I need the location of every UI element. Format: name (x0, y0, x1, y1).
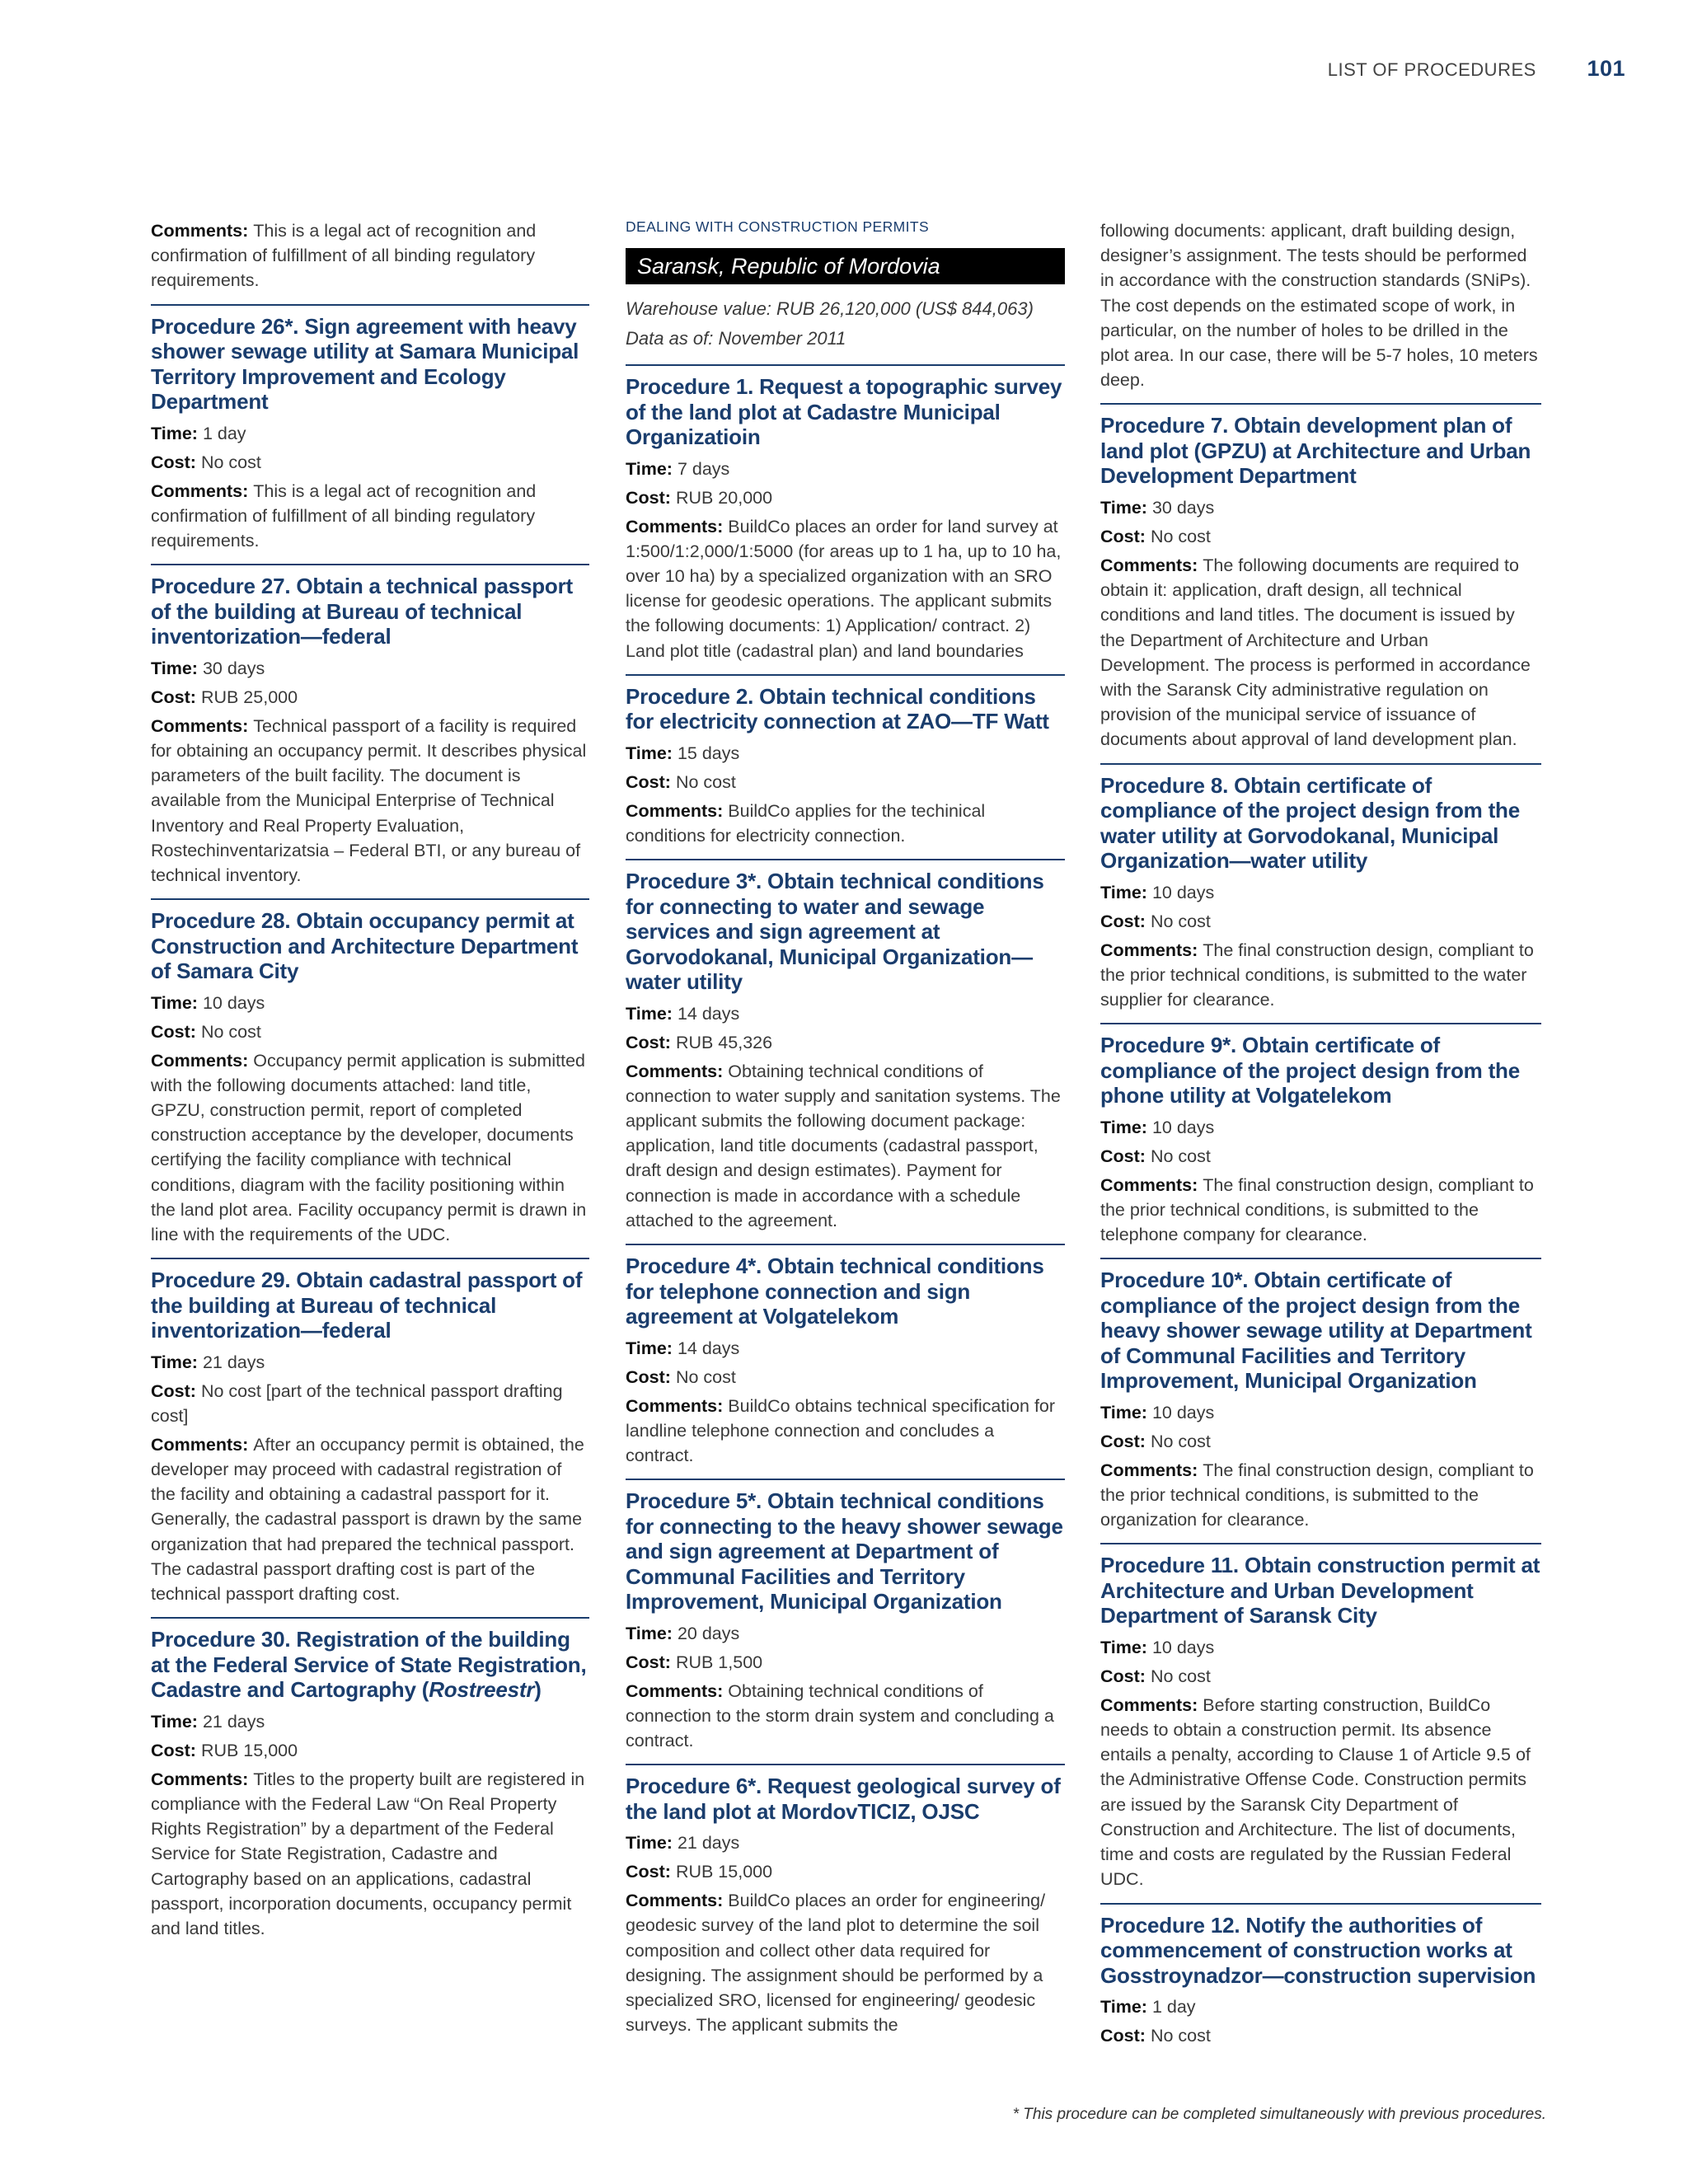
procedure-time: Time: 14 days (626, 1003, 740, 1024)
procedure-comments: Comments: Before starting construction, BuildCo needs to obtain a construction permit. Its absence entails a penalty, according to Clause 1 of Article 9.5 of the Administrative Offense Code. Construction permits are issued by the Saransk City Department of Construction and Architecture. The list of documents, time and costs are regulated by the Russian Federal UDC. (1100, 1694, 1531, 1890)
procedure-cost: Cost: RUB 15,000 (626, 1862, 773, 1882)
procedure-comments: Comments: Occupancy permit application is submitted with the following documents attached: land title, GPZU, construction permit, report of completed construction acceptance by the developer, documents certifying the facility compliance with technical conditions, diagram with the facility positioning within the land plot area. Facility occupancy permit is drawn in line with the requirements of the UDC. (151, 1050, 587, 1245)
economy-meta (626, 294, 1065, 354)
procedure-comments: Comments: BuildCo obtains technical specification for landline telephone connection and concludes a contract. (626, 1395, 1056, 1465)
procedure-comments: Comments: BuildCo places an order for land survey at 1:500/1:2,000/1:5000 (for areas up to 1 ha, up to 10 ha, over 10 ha) by a specialized organization with an SRO license for geodesic operations. The applicant submits the following documents: 1) Application/ contract. 2) Land plot title (cadastral plan) and land boundaries (626, 516, 1062, 661)
procedure-comments: Comments: The final construction design, compliant to the prior technical conditions, is submitted to the organization for clearance. (1100, 1460, 1534, 1530)
procedure-cost: Cost: No cost (1100, 911, 1211, 931)
procedure-time: Time: 10 days (1100, 882, 1215, 902)
procedure-cost: Cost: No cost (626, 1366, 736, 1387)
procedure-7 (1100, 403, 1541, 752)
procedure-time: Time: 30 days (1100, 497, 1215, 518)
procedure-title: Procedure 29. Obtain cadastral passport of the building at Bureau of technical inventorization—federal (151, 1268, 583, 1343)
procedure-comments: Comments: Obtaining technical conditions of connection to the storm drain system and concluding a contract. (626, 1680, 1054, 1751)
warehouse-value: Warehouse value: RUB 26,120,000 (US$ 844,063) (626, 298, 1034, 319)
procedure-cost: Cost: No cost (1100, 2026, 1211, 2046)
procedure-cost: Cost: No cost (1100, 1146, 1211, 1166)
procedure-time: Time: 1 day (151, 423, 246, 443)
procedure-comments: Comments: Titles to the property built are registered in compliance with the Federal Law “On Real Property Rights Registration” by a department of the Federal Service for State Registration, Cadastre and Cartography based on an applications, cadastral passport, incorporation documents, occupancy permit and land titles. (151, 1769, 585, 1938)
column-1 (151, 218, 589, 1941)
procedure-title: Procedure 27. Obtain a technical passport of the building at Bureau of technical inventorization—federal (151, 574, 573, 649)
procedure-comments: Comments: The final construction design, compliant to the prior technical conditions, is submitted to the telephone company for clearance. (1100, 1174, 1534, 1245)
procedure-comments: Comments: BuildCo applies for the techinical conditions for electricity connection. (626, 800, 986, 846)
procedure-cost: Cost: No cost (1100, 1431, 1211, 1451)
procedure-time: Time: 30 days (151, 658, 265, 678)
procedure-comments: Comments: The following documents are required to obtain it: application, draft design, all technical conditions and land titles. The document is issued by the Department of Architecture and Urban Development. The process is performed in accordance with the Saransk City administrative regulation on provision of the municipal service of issuance of documents about approval of land development plan. (1100, 555, 1531, 750)
footnote: * This procedure can be completed simultaneously with previous procedures. (1012, 2106, 1546, 2123)
procedure-cost: Cost: No cost (151, 1021, 261, 1042)
procedure-cost: Cost: RUB 25,000 (151, 687, 298, 707)
section-label: DEALING WITH CONSTRUCTION PERMITS (626, 218, 930, 235)
procedure-6 (626, 1764, 1065, 2037)
section-title: LIST OF PROCEDURES (1327, 59, 1536, 80)
procedure-title: Procedure 10*. Obtain certificate of compliance of the project design from the heavy shower sewage utility at Department of Communal Facilities and Territory Improvement, Municipal Organization (1100, 1268, 1532, 1394)
procedure-cost: Cost: No cost (151, 452, 261, 472)
procedure-cost: Cost: No cost (1100, 1666, 1211, 1686)
procedure-title: Procedure 2. Obtain technical conditions for electricity connection at ZAO—TF Watt (626, 683, 1049, 734)
procedure-title: Procedure 8. Obtain certificate of compliance of the project design from the water utility at Gorvodokanal, Municipal Organization—water utility (1100, 772, 1520, 874)
procedure-time: Time: 10 days (1100, 1402, 1215, 1422)
procedure-title: Procedure 26*. Sign agreement with heavy shower sewage utility at Samara Municipal Territory Improvement and Ecology Department (151, 313, 579, 415)
procedure-12 (1100, 1903, 1541, 2049)
procedure-8 (1100, 763, 1541, 1013)
procedure-cost: Cost: RUB 20,000 (626, 487, 773, 508)
procedure-28 (151, 898, 589, 1247)
procedure-2 (626, 674, 1065, 848)
procedure-3 (626, 859, 1065, 1233)
procedure-time: Time: 21 days (626, 1833, 740, 1854)
procedure-cost: Cost: No cost (626, 771, 736, 792)
procedure-comments: Comments: Obtaining technical conditions of connection to water supply and sanitation systems. The applicant submits the following document package: application, land title documents (cadastral passport, draft design and design estimates). Payment for connection is made in accordance with a schedule attached to the agreement. (626, 1061, 1061, 1230)
procedure-time: Time: 1 day (1100, 1997, 1196, 2017)
procedure-10 (1100, 1258, 1541, 1532)
procedure-comments: Comments: Technical passport of a facility is required for obtaining an occupancy permit. It describes physical parameters of the built facility. The document is available from the Municipal Enterprise of Technical Inventory and Real Property Evaluation, Rostechinventarizatsia – Federal BTI, or any bureau of technical inventory. (151, 715, 587, 885)
procedure-5 (626, 1479, 1065, 1753)
procedure-cost: Cost: RUB 15,000 (151, 1740, 298, 1760)
procedure-title: Procedure 6*. Request geological survey of the land plot at MordovTICIZ, OJSC (626, 1774, 1061, 1824)
procedure-time: Time: 14 days (626, 1338, 740, 1358)
procedure-time: Time: 10 days (151, 992, 265, 1013)
procedure-time: Time: 10 days (1100, 1117, 1215, 1137)
procedure-1 (626, 364, 1065, 663)
procedure-29 (151, 1258, 589, 1606)
procedure-time: Time: 10 days (1100, 1637, 1215, 1657)
comments-continued: Comments: This is a legal act of recognition and confirmation of fulfillment of all binding regulatory requirements. (151, 221, 537, 291)
procedure-title: Procedure 4*. Obtain technical conditions for telephone connection and sign agreement at Volgatelekom (626, 1254, 1044, 1329)
procedure-26 (151, 304, 589, 554)
procedure-time: Time: 21 days (151, 1352, 265, 1372)
procedure-9 (1100, 1023, 1541, 1247)
procedure-time: Time: 15 days (626, 743, 740, 763)
city-banner: Saransk, Republic of Mordovia (626, 248, 1065, 284)
procedure-title: Procedure 1. Request a topographic survey of the land plot at Cadastre Municipal Organizatioin (626, 374, 1062, 449)
procedure-title: Procedure 11. Obtain construction permit at Architecture and Urban Development Department of Saransk City (1100, 1553, 1540, 1629)
procedure-comments: Comments: BuildCo places an order for engineering/ geodesic survey of the land plot to determine the soil composition and collect other data required for designing. The assignment should be performed by a specialized SRO, licensed for engineering/ geodesic surveys. The applicant submits the (626, 1891, 1046, 2036)
procedure-title: Procedure 12. Notify the authorities of commencement of construction works at Gosstroynadzor—construction supervision (1100, 1912, 1536, 1988)
procedure-title: Procedure 7. Obtain development plan of land plot (GPZU) at Architecture and Urban Development Department (1100, 413, 1531, 489)
procedure-cost: Cost: No cost (1100, 526, 1211, 546)
column-3 (1100, 218, 1541, 2048)
procedure-comments: Comments: The final construction design, compliant to the prior technical conditions, is submitted to the water supplier for clearance. (1100, 940, 1534, 1010)
procedure-time: Time: 20 days (626, 1623, 740, 1643)
procedure-title: Procedure 30. Registration of the building at the Federal Service of State Registration, Cadastre and Cartography (Rostreestr) (151, 1627, 587, 1703)
procedure-cost: Cost: RUB 1,500 (626, 1652, 763, 1672)
procedure-11 (1100, 1543, 1541, 1891)
procedure-cost: Cost: RUB 45,326 (626, 1032, 773, 1052)
procedure-cost: Cost: No cost [part of the technical passport drafting cost] (151, 1380, 563, 1426)
procedure-time: Time: 21 days (151, 1711, 265, 1732)
column-2 (626, 218, 1065, 2037)
procedure-comments: Comments: This is a legal act of recognition and confirmation of fulfillment of all binding regulatory requirements. (151, 480, 537, 551)
procedure-4 (626, 1244, 1065, 1468)
running-head (1328, 56, 1625, 82)
procedure-time: Time: 7 days (626, 458, 730, 479)
procedure-title: Procedure 5*. Obtain technical conditions for connecting to the heavy shower sewage and sign agreement at Department of Communal Facilities and Territory Improvement, Municipal Organization (626, 1488, 1063, 1615)
procedure-comments: Comments: After an occupancy permit is obtained, the developer may proceed with cadastral registration of the facility and obtaining a cadastral passport for it. Generally, the cadastral passport is drawn by the same organization that had prepared the technical passport. The cadastral passport drafting cost is part of the technical passport drafting cost. (151, 1434, 584, 1604)
procedure-27 (151, 564, 589, 888)
rostreestr-emphasis: Rostreestr (429, 1677, 535, 1703)
page-number: 101 (1587, 56, 1625, 81)
data-as-of: Data as of: November 2011 (626, 328, 846, 349)
procedure-30 (151, 1617, 589, 1941)
procedure-title: Procedure 3*. Obtain technical conditions for connecting to water and sewage services and sign agreement at Gorvodokanal, Municipal Organization—water utility (626, 869, 1044, 995)
procedure-title: Procedure 9*. Obtain certificate of compliance of the project design from the phone utility at Volgatelekom (1100, 1033, 1520, 1108)
procedure-title: Procedure 28. Obtain occupancy permit at Construction and Architecture Department of Samara City (151, 908, 579, 984)
comments-continued: following documents: applicant, draft building design, designer’s assignment. The tests should be performed in accordance with the construction standards (SNiPs). The cost depends on the estimated scope of work, in particular, on the number of holes to be drilled in the plot area. In our case, there will be 5-7 holes, 10 meters deep. (1100, 221, 1538, 391)
